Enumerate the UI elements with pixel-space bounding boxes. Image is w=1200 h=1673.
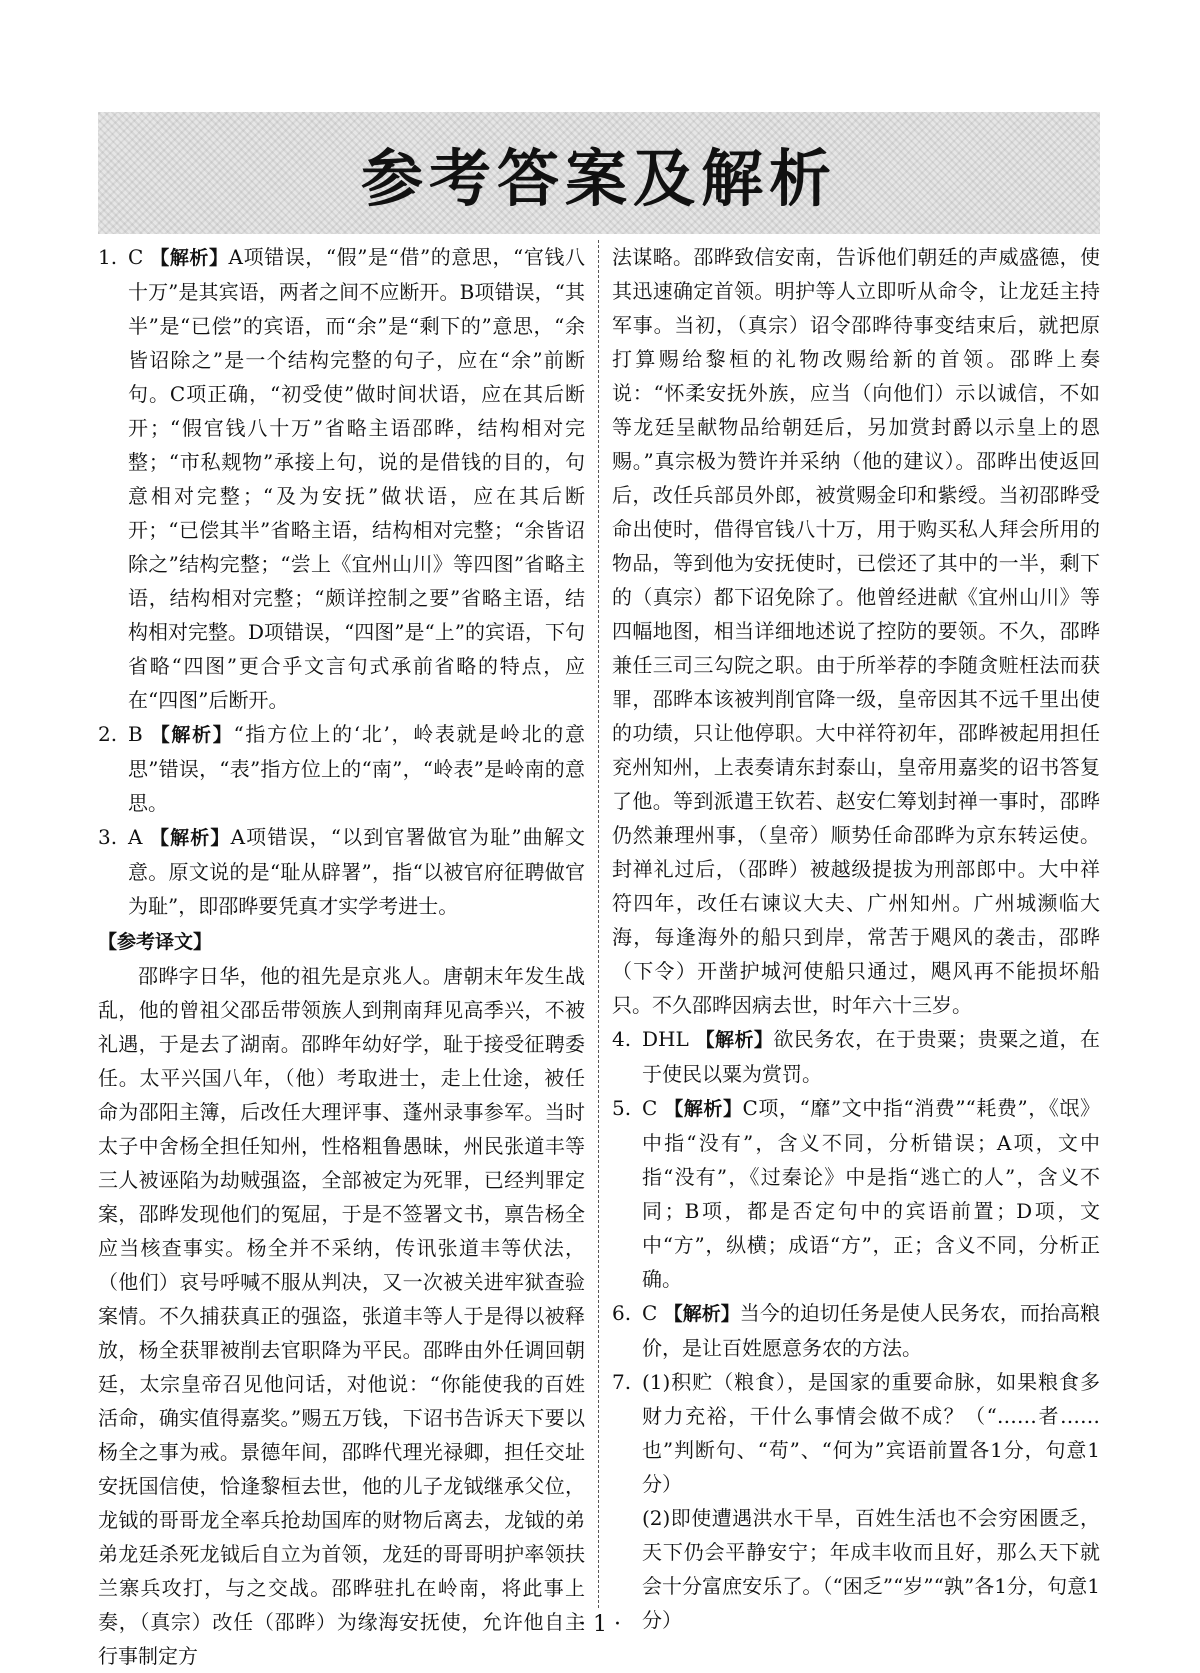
translation-text: 邵晔字日华，他的祖先是京兆人。唐朝末年发生战乱，他的曾祖父邵岳带领族人到荆南拜见高季兴，不被礼遇，于是去了湖南。邵晔年幼好学，耻于接受征聘委任。太平兴国八年，（他）考取进士，走上仕途，被任命为邵阳主簿，后改任大理评事、蓬州录事参军。当时太子中舍杨全担任知州，性格粗鲁愚昧，州民张道丰等三人被诬陷为劫贼强盗，全部被定为死罪，已经判罪定案，邵晔发现他们的冤屈，于是不签署文书，禀告杨全应当核查事实。杨全并不采纳，传讯张道丰等伏法，（他们）哀号呼喊不服从判决，又一次被关进牢狱查验案情。不久捕获真正的强盗，张道丰等人于是得以被释放，杨全获罪被削去官职降为平民。邵晔由外任调回朝廷，太宗皇帝召见他问话，对他说：“你能使我的百姓活命，确实值得嘉奖。”赐五万钱，下诏书告诉天下要以杨全之事为戒。景德年间，邵晔代理光禄卿，担任交址安抚国信使，恰逢黎桓去世，他的儿子龙钺继承父位，龙钺的哥哥龙全率兵抢劫国库的财物后离去，龙钺的弟弟龙廷杀死龙钺后自立为首领，龙廷的哥哥明护率领扶兰寨兵攻打，与之交战。邵晔驻扎在岭南，将此事上奏，（真宗）改任（邵晔）为缘海安抚使，允许他自主行事制定方 [98, 964, 585, 1668]
left-column [98, 240, 585, 1668]
answer-item-4 [612, 1022, 1100, 1091]
answer-item-1 [98, 240, 585, 717]
analysis-text: 欲民务农，在于贵粟；贵粟之道，在于使民以粟为赏罚。 [642, 1027, 1101, 1086]
right-column [612, 240, 1101, 1632]
answer-item-5 [612, 1091, 1100, 1296]
page-number: · 1 · [579, 1612, 621, 1637]
analysis-tag: 【解析】 [150, 724, 234, 746]
answer-letter: A [128, 825, 143, 849]
answer-letter: DHL [642, 1027, 689, 1051]
answer-letter: C [642, 1096, 658, 1120]
analysis-text: 当今的迫切任务是使人民务农，而抬高粮价，是让百姓愿意务农的方法。 [642, 1301, 1100, 1360]
translation-text-continued: 法谋略。邵晔致信安南，告诉他们朝廷的声威盛德，使其迅速确定首领。明护等人立即听从命令，让龙廷主持军事。当初，（真宗）诏令邵晔待事变结束后，就把原打算赐给黎桓的礼物改赐给新的首领。邵晔上奏说：“怀柔安抚外族，应当（向他们）示以诚信，不如等龙廷呈献物品给朝廷后，另加赏封爵以示皇上的恩赐。”真宗极为赞许并采纳（他的建议）。邵晔出使返回后，改任兵部员外郎，被赏赐金印和紫绶。当初邵晔受命出使时，借得官钱八十万，用于购买私人拜会所用的物品，等到他为安抚使时，已偿还了其中的一半，剩下的（真宗）都下诏免除了。他曾经进献《宜州山川》等四幅地图，相当详细地述说了控防的要领。不久，邵晔兼任三司三勾院之职。由于所举荐的李随贪赃枉法而获罪，邵晔本该被判削官降一级，皇帝因其不远千里出使的功绩，只让他停职。大中祥符初年，邵晔被起用担任兖州知州，上表奏请东封泰山，皇帝用嘉奖的诏书答复了他。等到派遣王钦若、赵安仁筹划封禅一事时，邵晔仍然兼理州事，（皇帝）顺势任命邵晔为京东转运使。封禅礼过后，（邵晔）被越级提拔为刑部郎中。大中祥符四年，改任右谏议大夫、广州知州。广州城濒临大海，每逢海外的船只到岸，常苦于飓风的袭击，邵晔（下令）开凿护城河使船只通过，飓风再不能损坏船只。不久邵晔因病去世，时年六十三岁。 [612, 245, 1100, 1017]
answer-item-2 [98, 717, 585, 820]
item-7-part-2: (2)即使遭遇洪水干旱，百姓生活也不会穷困匮乏，天下仍会平静安宁；年成丰收而且好，那么天下就会十分富庶安乐了。（“困乏”“岁”“孰”各1分，句意1分） [642, 1506, 1100, 1632]
answer-letter: B [128, 722, 143, 746]
page-title: 参考答案及解析 [360, 141, 837, 215]
item-number: 4. [612, 1027, 632, 1051]
answer-item-3 [98, 820, 585, 923]
item-number: 1. [98, 245, 118, 269]
column-divider [598, 240, 599, 1608]
item-number: 3. [98, 825, 118, 849]
analysis-tag: 【解析】 [695, 1029, 774, 1051]
item-number: 7. [612, 1370, 632, 1394]
item-number: 6. [612, 1301, 632, 1325]
answer-letter: C [642, 1301, 658, 1325]
analysis-tag: 【解析】 [663, 1303, 740, 1325]
answer-item-6 [612, 1296, 1100, 1365]
item-number: 5. [612, 1096, 632, 1120]
answer-letter: C [128, 245, 144, 269]
analysis-text: C项，“靡”文中指“消费”“耗费”，《氓》中指“没有”，含义不同，分析错误；A项，文中指“没有”，《过秦论》中是指“逃亡的人”，含义不同；B项，都是否定句中的宾语前置；D项，文中“方”，纵横；成语“方”，正；含义不同，分析正确。 [642, 1096, 1100, 1291]
analysis-text: “指方位上的‘北’，岭表就是岭北的意思”错误，“表”指方位上的“南”，“岭表”是岭南的意思。 [128, 722, 585, 815]
translation-heading: 【参考译文】 [98, 931, 213, 953]
analysis-tag: 【解析】 [150, 247, 229, 269]
analysis-tag: 【解析】 [664, 1098, 743, 1120]
analysis-text: A项错误，“假”是“借”的意思，“官钱八十万”是其宾语，两者之间不应断开。B项错误，“其半”是“已偿”的宾语，而“余”是“剩下的”意思，“余皆诏除之”是一个结构完整的句子，应在“余”前断句。C项正确，“初受使”做时间状语，应在其后断开；“假官钱八十万”省略主语邵晔，结构相对完整；“市私觌物”承接上句，说的是借钱的目的，句意相对完整；“及为安抚”做状语，应在其后断开；“已偿其半”省略主语，结构相对完整；“余皆诏除之”结构完整；“尝上《宜州山川》等四图”省略主语，结构相对完整；“颇详控制之要”省略主语，结构相对完整。D项错误，“四图”是“上”的宾语，下句省略“四图”更合乎文言句式承前省略的特点，应在“四图”后断开。 [128, 245, 585, 712]
analysis-text: A项错误，“以到官署做官为耻”曲解文意。原文说的是“耻从辟署”，指“以被官府征聘做官为耻”，即邵晔要凭真才实学考进士。 [128, 825, 585, 918]
item-7-part-1: (1)积贮（粮食），是国家的重要命脉，如果粮食多财力充裕，干什么事情会做不成？（“……者……也”判断句、“苟”、“何为”宾语前置各1分，句意1分） [642, 1370, 1100, 1496]
title-banner [98, 112, 1100, 234]
analysis-tag: 【解析】 [149, 827, 231, 849]
answer-item-7 [612, 1365, 1100, 1501]
item-number: 2. [98, 722, 118, 746]
